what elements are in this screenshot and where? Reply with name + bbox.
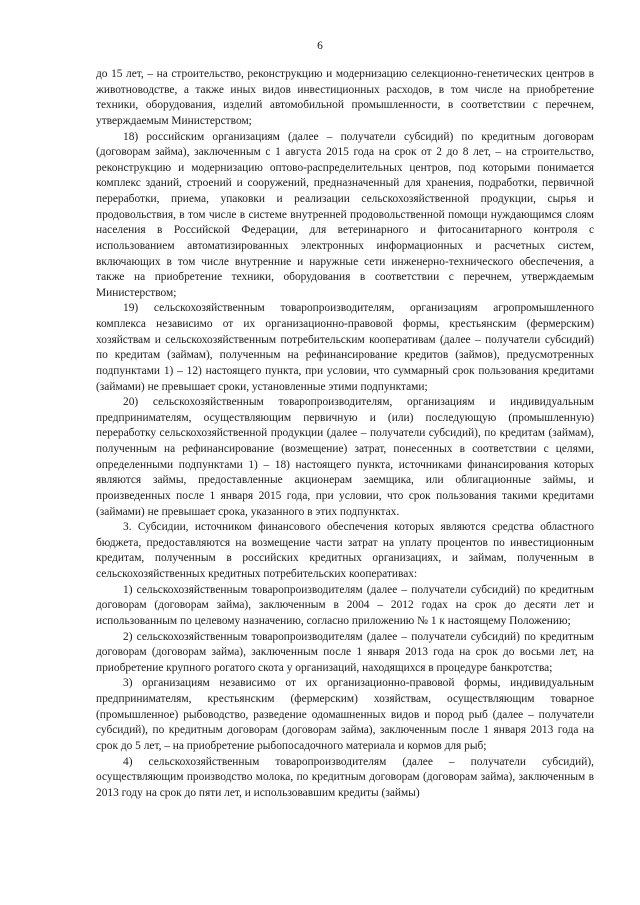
paragraph-item-20: 20) сельскохозяйственным товаропроизводителям, организациям и индивидуальным предпринимателям, осуществляющим первичную и (или) последующую (промышленную) переработку сельскохозяйственной продукции (далее – получатели субсидий), по кредитам (займам), полученным на рефинансирование (возмещение) затрат, понесенных в соответствии с целями, определенными подпунктами 1) – 18) настоящего пункта, источниками финансирования которых являются займы, предоставленные акционерам заемщика, или облигационные займы, и произведенных после 1 января 2015 года, при условии, что срок пользования такими кредитами (займами) не превышает срока, указанного в этих подпунктах.	[96, 396, 594, 518]
paragraph-continuation: до 15 лет, – на строительство, реконструкцию и модернизацию селекционно-генетических центров в животноводстве, а также иных видов инвестиционных расходов, в том числе на приобретение техники, оборудования, изделий автомобильной промышленности, в соответствии с перечнем, утверждаемым Министерством;	[96, 68, 594, 127]
paragraph-section-3-item-2: 2) сельскохозяйственным товаропроизводителям (далее – получатели субсидий) по кредитным договорам (договорам займа), заключенным после 1 января 2013 года на срок до восьми лет, на приобретение крупного рогатого скота у организаций, находящихся в процедуре банкротства;	[96, 630, 594, 674]
paragraph-section-3: 3. Субсидии, источником финансового обеспечения которых являются средства областного бюджета, предоставляются на возмещение части затрат на уплату процентов по инвестиционным кредитам, полученным в российских кредитных организациях, и займам, полученным в сельскохозяйственных кредитных потребительских кооперативах:	[96, 521, 594, 580]
paragraph-section-3-item-1: 1) сельскохозяйственным товаропроизводителям (далее – получатели субсидий) по кредитным договорам (договорам займа), заключенным в 2004 – 2012 годах на срок до десяти лет и использованным по целевому назначению, согласно приложению № 1 к настоящему Положению;	[96, 583, 594, 627]
paragraph-item-19: 19) сельскохозяйственным товаропроизводителям, организациям агропромышленного комплекса независимо от их организационно-правовой формы, крестьянским (фермерским) хозяйствам и сельскохозяйственным потребительским кооперативам (далее – получатели субсидий) по кредитам (займам), полученным на рефинансирование кредитов (займов), предусмотренных подпунктами 1) – 12) настоящего пункта, при условии, что суммарный срок пользования кредитами (займами) не превышает сроки, установленные этими подпунктами;	[96, 302, 594, 393]
paragraph-item-18: 18) российским организациям (далее – получатели субсидий) по кредитным договорам (договорам займа), заключенным с 1 августа 2015 года на срок от 2 до 8 лет, – на строительство, реконструкцию и модернизацию оптово-распределительных центров, под которыми понимается комплекс зданий, строений и сооружений, предназначенный для хранения, подработки, первичной переработки, приема, упаковки и реализации сельскохозяйственной продукции, сырья и продовольствия, в том числе в системе внутренней продовольственной помощи нуждающимся слоям населения в Российской Федерации, для ветеринарного и фитосанитарного контроля с использованием автоматизированных электронных информационных и расчетных систем, включающих в том числе внутренние и наружные сети инженерно-технического обеспечения, а также на приобретение техники, оборудования в соответствии с перечнем, утверждаемым Министерством;	[96, 130, 594, 299]
page-number: 6	[317, 40, 323, 52]
paragraph-section-3-item-3: 3) организациям независимо от их организационно-правовой формы, индивидуальным предпринимателям, крестьянским (фермерским) хозяйствам, осуществляющим товарное (промышленное) рыбоводство, разведение одомашненных видов и пород рыб (далее – получатели субсидий), по кредитным договорам (договорам займа), заключенным после 1 января 2013 года на срок до 5 лет, – на приобретение рыбопосадочного материала и кормов для рыб;	[96, 677, 594, 752]
paragraph-section-3-item-4: 4) сельскохозяйственным товаропроизводителям (далее – получатели субсидий), осуществляющим производство молока, по кредитным договорам (договорам займа), заключенным в 2013 году на срок до пяти лет, и использовавшим кредиты (займы)	[96, 755, 594, 799]
document-body	[96, 67, 594, 801]
